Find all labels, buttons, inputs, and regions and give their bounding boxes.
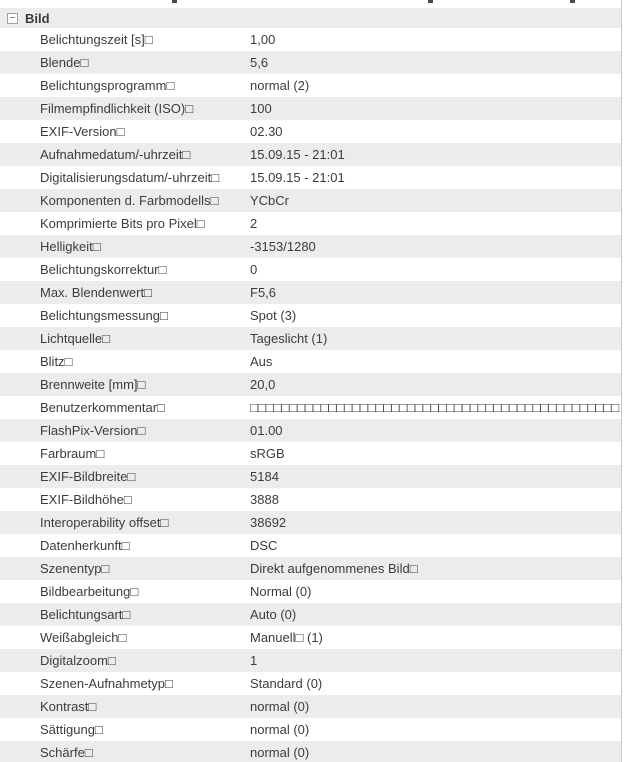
property-value: 01.00 [250,423,283,438]
property-row[interactable] [0,465,621,488]
property-label: Komponenten d. Farbmodells□ [40,193,219,208]
property-row[interactable] [0,557,621,580]
property-label: Kontrast□ [40,699,97,714]
property-value: 15.09.15 - 21:01 [250,147,345,162]
property-row[interactable] [0,28,621,51]
property-label: Benutzerkommentar□ [40,400,165,415]
property-value: 38692 [250,515,287,530]
property-row[interactable] [0,51,621,74]
property-row[interactable] [0,649,621,672]
property-row[interactable] [0,718,621,741]
collapse-expander-icon[interactable]: − [7,13,18,24]
property-value: -3153/1280 [250,239,316,254]
property-row[interactable] [0,143,621,166]
property-label: Komprimierte Bits pro Pixel□ [40,216,205,231]
property-value: Manuell□ (1) [250,630,323,645]
property-value: 0 [250,262,258,277]
property-row[interactable] [0,741,621,762]
property-label: Helligkeit□ [40,239,101,254]
property-label: Max. Blendenwert□ [40,285,152,300]
property-row[interactable] [0,488,621,511]
property-row[interactable] [0,74,621,97]
property-row[interactable] [0,212,621,235]
cutoff-row-remnant [0,0,621,8]
property-value: normal (0) [250,745,310,760]
property-value: 100 [250,101,272,116]
property-row[interactable] [0,695,621,718]
property-value: □□□□□□□□□□□□□□□□□□□□□□□□□□□□□□□□□□□□□□□□□□□□□□□ [250,400,620,415]
section-header-bild[interactable] [0,8,621,28]
property-label: EXIF-Version□ [40,124,125,139]
property-label: FlashPix-Version□ [40,423,146,438]
property-label: Digitalisierungsdatum/-uhrzeit□ [40,170,220,185]
property-row[interactable] [0,166,621,189]
property-value: Standard (0) [250,676,323,691]
property-label: Belichtungszeit [s]□ [40,32,153,47]
property-label: Datenherkunft□ [40,538,130,553]
property-value: Direkt aufgenommenes Bild□ [250,561,418,576]
property-value: DSC [250,538,278,553]
property-value: Aus [250,354,273,369]
property-label: Belichtungsprogramm□ [40,78,175,93]
property-value: YCbCr [250,193,290,208]
property-row[interactable] [0,97,621,120]
property-value: 02.30 [250,124,283,139]
property-value: Spot (3) [250,308,297,323]
property-label: Aufnahmedatum/-uhrzeit□ [40,147,191,162]
property-label: Digitalzoom□ [40,653,116,668]
property-value: normal (2) [250,78,310,93]
property-label: Brennweite [mm]□ [40,377,146,392]
property-row[interactable] [0,603,621,626]
property-row[interactable] [0,442,621,465]
property-label: Szenen-Aufnahmetyp□ [40,676,173,691]
property-label: Blitz□ [40,354,73,369]
property-value: sRGB [250,446,285,461]
property-value: 15.09.15 - 21:01 [250,170,345,185]
property-row[interactable] [0,626,621,649]
property-row[interactable] [0,304,621,327]
property-value: 5,6 [250,55,269,70]
property-row[interactable] [0,281,621,304]
property-row[interactable] [0,258,621,281]
property-value: 5184 [250,469,279,484]
property-label: Belichtungsart□ [40,607,131,622]
property-label: Interoperability offset□ [40,515,169,530]
property-label: Bildbearbeitung□ [40,584,139,599]
property-value: normal (0) [250,699,310,714]
property-row[interactable] [0,189,621,212]
property-rows [0,28,621,762]
property-label: Schärfe□ [40,745,93,760]
property-value: 2 [250,216,258,231]
property-label: EXIF-Bildhöhe□ [40,492,132,507]
property-row[interactable] [0,235,621,258]
property-label: Lichtquelle□ [40,331,111,346]
property-row[interactable] [0,373,621,396]
property-label: Szenentyp□ [40,561,110,576]
property-value: F5,6 [250,285,277,300]
property-label: Farbraum□ [40,446,105,461]
property-label: Blende□ [40,55,89,70]
property-label: Weißabgleich□ [40,630,127,645]
property-value: 3888 [250,492,279,507]
property-value: 1,00 [250,32,276,47]
cutoff-text-remnant [172,0,177,3]
property-label: Belichtungsmessung□ [40,308,168,323]
property-label: Belichtungskorrektur□ [40,262,167,277]
property-row[interactable] [0,396,621,419]
property-row[interactable] [0,672,621,695]
property-label: EXIF-Bildbreite□ [40,469,136,484]
property-value: 20,0 [250,377,276,392]
property-row[interactable] [0,120,621,143]
property-row[interactable] [0,580,621,603]
property-row[interactable] [0,327,621,350]
property-label: Sättigung□ [40,722,103,737]
property-value: Normal (0) [250,584,312,599]
cutoff-text-remnant [570,0,575,3]
cutoff-text-remnant [428,0,433,3]
property-value: 1 [250,653,258,668]
property-value: Tageslicht (1) [250,331,328,346]
property-row[interactable] [0,534,621,557]
section-title: Bild [25,10,50,26]
property-row[interactable] [0,350,621,373]
property-value: normal (0) [250,722,310,737]
property-value: Auto (0) [250,607,297,622]
property-row[interactable] [0,511,621,534]
property-row[interactable] [0,419,621,442]
property-label: Filmempfindlichkeit (ISO)□ [40,101,194,116]
